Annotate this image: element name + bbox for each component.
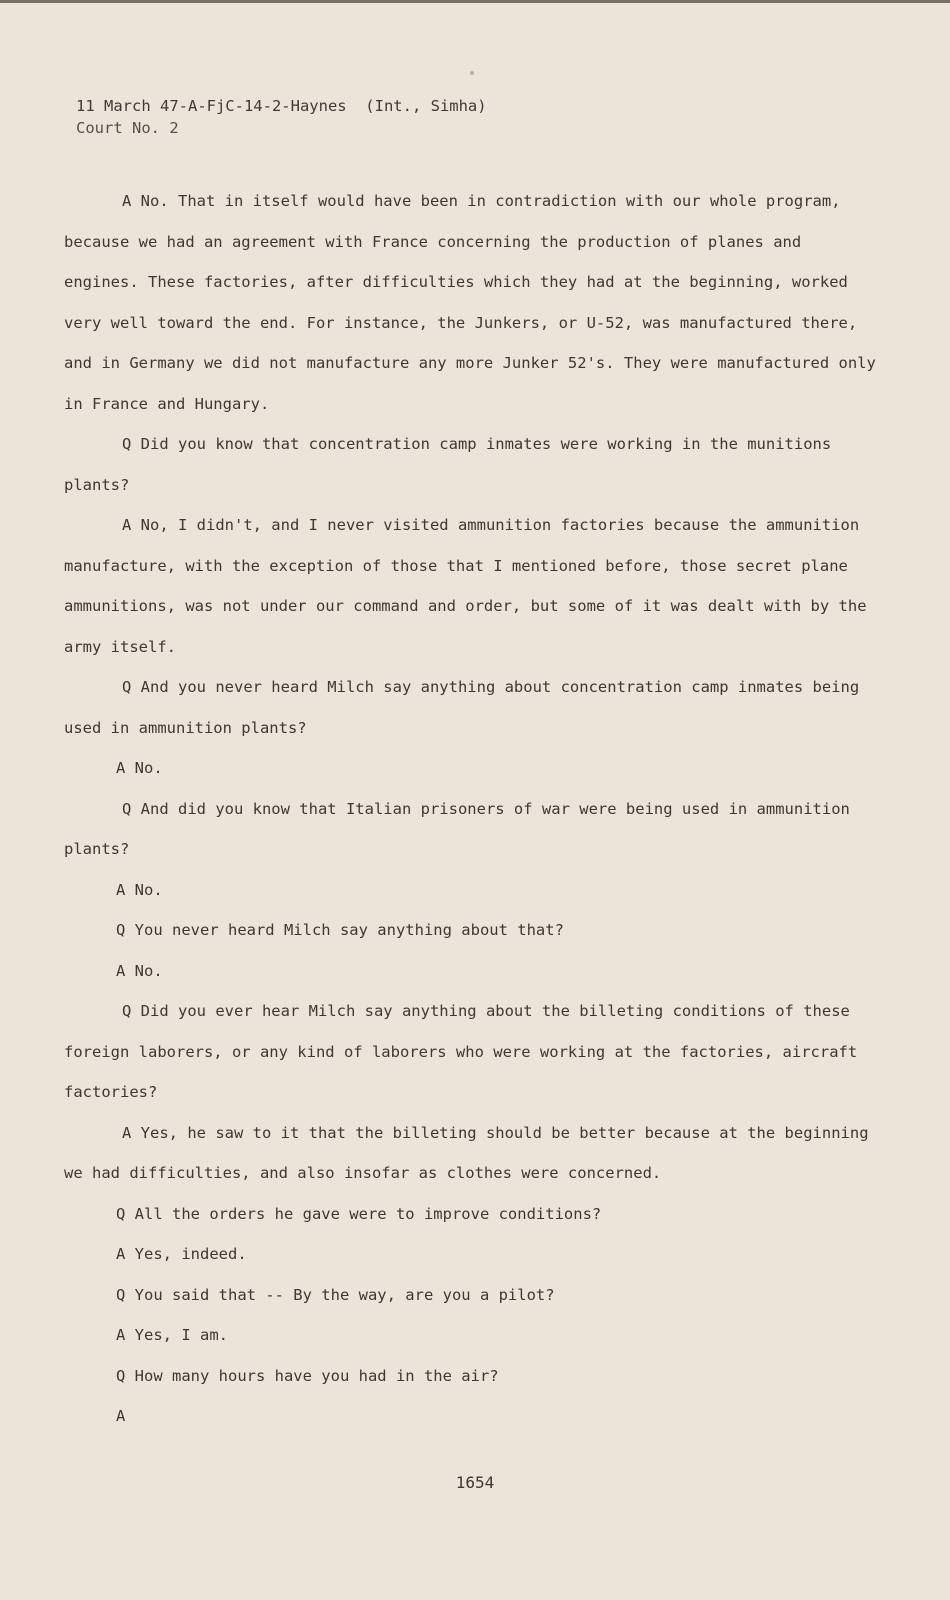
header-case-line: 11 March 47-A-FjC-14-2-Haynes (Int., Simha) <box>76 97 487 115</box>
transcript-paragraph: A Yes, indeed. <box>116 1245 247 1263</box>
transcript-paragraph: A Yes, he saw to it that the billeting should be better because at the beginning we had difficulties, and also insofar as clothes were concerned. <box>64 1123 869 1182</box>
document-header <box>76 95 487 139</box>
transcript-paragraph: Q Did you ever hear Milch say anything about the billeting conditions of these foreign laborers, or any kind of laborers who were working at the factories, aircraft factories? <box>64 1002 858 1101</box>
transcript-paragraph: A No. <box>116 961 163 980</box>
transcript-paragraph: A No, I didn't, and I never visited ammunition factories because the ammunition manufacture, with the exception of those that I mentioned before, those secret plane ammunitions, was not under our command and order, but some of it was dealt with by the army itself. <box>64 516 867 656</box>
transcript-paragraph: Q How many hours have you had in the air? <box>116 1366 499 1385</box>
transcript-paragraph: A No. <box>116 759 163 777</box>
transcript-paragraph: Q Did you know that concentration camp inmates were working in the munitions plants? <box>64 435 832 494</box>
transcript-paragraph: Q All the orders he gave were to improve conditions? <box>116 1204 602 1223</box>
header-court-line: Court No. 2 <box>76 119 179 137</box>
ink-speck <box>470 71 474 75</box>
transcript-paragraph: A Yes, I am. <box>116 1326 228 1344</box>
transcript-paragraph: Q You said that -- By the way, are you a pilot? <box>116 1285 555 1304</box>
transcript-paragraph: A <box>116 1407 126 1425</box>
transcript-body <box>64 181 884 1437</box>
transcript-paragraph: Q And did you know that Italian prisoners of war were being used in ammunition plants? <box>64 799 850 858</box>
transcript-paragraph: Q You never heard Milch say anything about that? <box>116 921 564 939</box>
page-number: 1654 <box>455 1473 495 1492</box>
transcript-paragraph: A No. That in itself would have been in contradiction with our whole program, because we had an agreement with France concerning the production of planes and engines. These factories, after difficulties which they had at the beginning, worked very well toward the end. For instance, the Junkers, or U-52, was manufactured there, and in Germany we did not manufacture any more Junker 52's. They were manufactured only in France and Hungary. <box>64 192 876 413</box>
transcript-paragraph: Q And you never heard Milch say anything about concentration camp inmates being used in ammunition plants? <box>64 678 860 737</box>
transcript-paragraph: A No. <box>116 880 163 899</box>
